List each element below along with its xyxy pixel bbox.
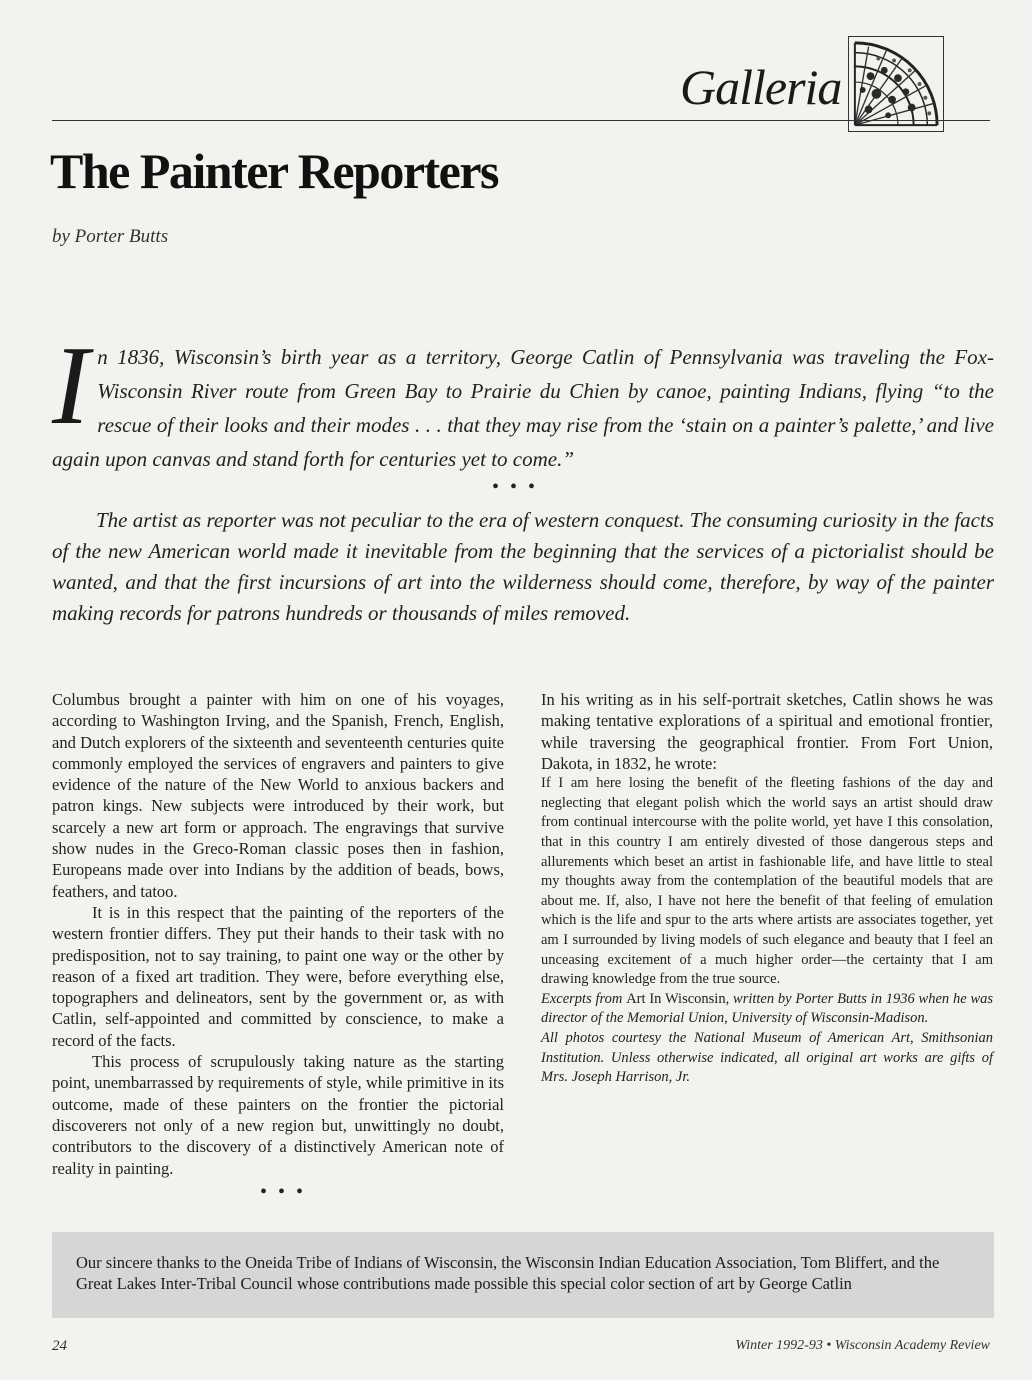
page-number: 24 [52, 1338, 67, 1354]
section-separator: • • • [491, 476, 538, 498]
ornamental-medallion-icon [848, 36, 944, 132]
excerpt-details: written by Porter Butts in 1936 when he was director of the Memorial Union, University of Wisconsin-Madison. [541, 990, 994, 1027]
body-paragraph: Columbus brought a painter with him on one of his voyages, according to Washington Irving, and the Spanish, French, English, and Dutch explorers of the sixteenth and seventeenth centuries quite commonly employed the services of engravers and painters to give evidence of the nature of the New World to anxious backers and patron kings. New subjects were introduced by their work, but scarcely a new art form or approach. The engravings that survive show nudes in the Greco-Roman classic poses then in fashion, Europeans made over into Indians by the addition of beads, bows, feathers, and tatoo. [52, 690, 504, 901]
section-title: Galleria [680, 59, 842, 115]
byline: by Porter Butts [52, 226, 169, 247]
photo-credit: All photos courtesy the National Museum of American Art, Smithsonian Institution. Unless otherwise indicated, all original art works are gifts of Mrs. Joseph Harrison, Jr. [541, 1029, 993, 1086]
end-mark: • • • [259, 1181, 306, 1203]
body-paragraph: In his writing as in his self-portrait sketches, Catlin shows he was making tentative explorations of a spiritual and emotional frontier, while traversing the geographical frontier. From Fort Union, Dakota, in 1832, he wrote: [541, 690, 993, 773]
catlin-quote: If I am here losing the benefit of the fleeting fashions of the day and neglecting that elegant polish which the world says an artist should draw from continual intercourse with the polite world, yet have I this consolation, that in this country I am entirely divested of those dangerous steps and allurements which beset an artist in fashionable life, and have little to steal my thoughts away from the contemplation of the beautiful models that are about me. If, also, I have not here the benefit of that feeling of emulation which is the life and spur to the arts where artists are associates together, yet am I surrounded by living models of such elegance and beauty that I feel an unceasing excitement of a much higher order—the certainty that I am drawing knowledge from the true source. [541, 775, 993, 988]
right-column [541, 689, 993, 1088]
intro-paragraph [52, 324, 994, 476]
intro-text: n 1836, Wisconsin’s birth year as a territory, George Catlin of Pennsylvania was traveling the Fox-Wisconsin River route from Green Bay to Prairie du Chien by canoe, painting Indians, flying “to the rescue of their looks and their modes . . . that they may rise from the ‘stain on a painter’s palette,’ and live again upon canvas and stand forth for centuries yet to come.” [52, 345, 994, 471]
drop-cap: I [52, 324, 90, 448]
excerpt-book-title: Art In Wisconsin, [626, 990, 730, 1007]
excerpt-prefix: Excerpts from [541, 990, 623, 1007]
body-paragraph: This process of scrupulously taking nature as the starting point, unembarrassed by requirements of style, while primitive in its outcome, made of these painters on the frontier the pictorial discoverers not only of a new region but, unwittingly no doubt, contributors to the discovery of a distinctively American note of reality in painting. [52, 1052, 504, 1178]
intro-paragraph-2: The artist as reporter was not peculiar to the era of western conquest. The consuming curiosity in the facts of the new American world made it inevitable from the beginning that the services of a pictorialist should be wanted, and that the first incursions of art into the wilderness should come, therefore, by way of the painter making records for patrons hundreds or thousands of miles removed. [52, 508, 994, 625]
acknowledgement-box: Our sincere thanks to the Oneida Tribe of Indians of Wisconsin, the Wisconsin Indian Education Association, Tom Bliffert, and the Great Lakes Inter-Tribal Council whose contributions made possible this special color section of art by George Catlin [52, 1232, 994, 1318]
footer-citation: Winter 1992-93 • Wisconsin Academy Review [735, 1338, 990, 1353]
excerpt-credit [541, 990, 993, 1029]
left-column [52, 689, 504, 1179]
body-paragraph: It is in this respect that the painting of the reporters of the western frontier differs. They put their hands to their task with no predisposition, not to say training, to paint one way or the other by reason of a fixed art tradition. They were, before everything else, topographers and delineators, sent by the government or, as with Catlin, self-appointed and committed by conscience, to make a record of the facts. [52, 902, 504, 1050]
header-rule [52, 120, 990, 121]
article-title: The Painter Reporters [50, 143, 499, 199]
